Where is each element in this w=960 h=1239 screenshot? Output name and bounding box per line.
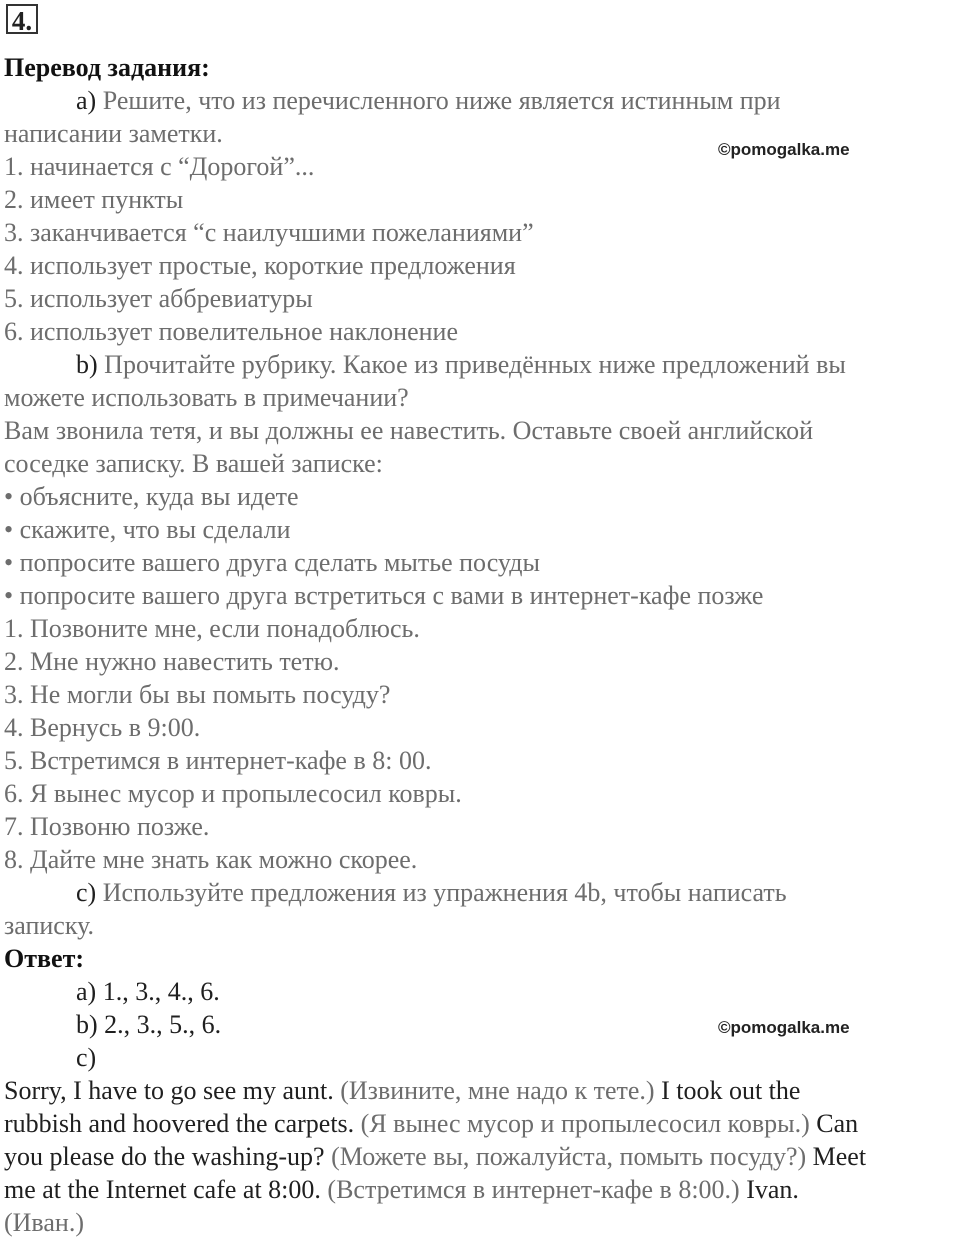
- part-b-item: 3. Не могли бы вы помыть посуду?: [4, 680, 391, 709]
- answer-b: b) 2., 3., 5., 6.: [76, 1010, 222, 1039]
- part-c-text2: записку.: [4, 911, 94, 940]
- part-b-item: 8. Дайте мне знать как можно скорее.: [4, 845, 418, 874]
- part-a-text2: написании заметки.: [4, 119, 223, 148]
- answer-text-line: [4, 1140, 866, 1173]
- part-a-label: a): [76, 86, 97, 115]
- part-b-bullet: • попросите вашего друга сделать мытье посуды: [4, 548, 540, 577]
- answer-english: I took out the: [654, 1076, 801, 1105]
- part-a-item: 6. использует повелительное наклонение: [4, 317, 458, 346]
- part-b-text2: можете использовать в примечании?: [4, 383, 409, 412]
- answer-heading: Ответ:: [4, 944, 85, 973]
- part-a-intro: [76, 84, 781, 117]
- part-c-label: c): [76, 878, 97, 907]
- answer-russian: (Я вынес мусор и пропылесосил ковры.): [354, 1109, 810, 1138]
- answer-c: c): [76, 1043, 97, 1072]
- part-b-item: 4. Вернусь в 9:00.: [4, 713, 201, 742]
- part-c-intro: [76, 876, 787, 909]
- answer-english: me at the Internet cafe at 8:00.: [4, 1175, 321, 1204]
- answer-english: rubbish and hoovered the carpets.: [4, 1109, 355, 1138]
- part-b-bullet: • объясните, куда вы идете: [4, 482, 299, 511]
- part-b-intro: [76, 348, 846, 381]
- part-a-text1: Решите, что из перечисленного ниже является истинным при: [102, 86, 781, 115]
- answer-russian: (Извините, мне надо к тете.): [333, 1076, 655, 1105]
- answer-text-line: [4, 1107, 858, 1140]
- part-c-text1: Используйте предложения из упражнения 4b, чтобы написать: [102, 878, 787, 907]
- part-b-label: b): [76, 350, 98, 379]
- answer-text-line: [4, 1173, 799, 1206]
- translation-heading: Перевод задания:: [4, 53, 210, 82]
- answer-english: Ivan.: [739, 1175, 799, 1204]
- part-b-item: 2. Мне нужно навестить тетю.: [4, 647, 340, 676]
- part-b-item: 1. Позвоните мне, если понадоблюсь.: [4, 614, 420, 643]
- part-b-text1: Прочитайте рубрику. Какое из приведённых ниже предложений вы: [104, 350, 846, 379]
- part-a-item: 4. использует простые, короткие предложения: [4, 251, 516, 280]
- answer-english: you please do the washing-up?: [4, 1142, 325, 1171]
- answer-english: Can: [809, 1109, 859, 1138]
- answer-russian: (Иван.): [4, 1208, 84, 1237]
- part-b-item: 7. Позвоню позже.: [4, 812, 210, 841]
- part-b-bullet: • скажите, что вы сделали: [4, 515, 291, 544]
- answer-russian: (Встретимся в интернет-кафе в 8:00.): [320, 1175, 740, 1204]
- answer-english: Sorry, I have to go see my aunt.: [4, 1076, 334, 1105]
- part-a-item: 5. использует аббревиатуры: [4, 284, 313, 313]
- part-a-item: 2. имеет пункты: [4, 185, 184, 214]
- answer-text-line: [4, 1206, 84, 1239]
- watermark: ©pomogalka.me: [718, 140, 850, 159]
- part-a-item: 1. начинается с “Дорогой”...: [4, 152, 315, 181]
- part-b-item: 5. Встретимся в интернет-кафе в 8: 00.: [4, 746, 432, 775]
- part-a-item: 3. заканчивается “с наилучшими пожеланиями”: [4, 218, 534, 247]
- task-number: 4.: [6, 4, 38, 34]
- part-b-rubric1: Вам звонила тетя, и вы должны ее навестить. Оставьте своей английской: [4, 416, 814, 445]
- watermark: ©pomogalka.me: [718, 1018, 850, 1037]
- answer-english: Meet: [806, 1142, 867, 1171]
- answer-text-line: [4, 1074, 800, 1107]
- part-b-item: 6. Я вынес мусор и пропылесосил ковры.: [4, 779, 462, 808]
- part-b-bullet: • попросите вашего друга встретиться с вами в интернет-кафе позже: [4, 581, 764, 610]
- answer-a: a) 1., 3., 4., 6.: [76, 977, 220, 1006]
- part-b-rubric2: соседке записку. В вашей записке:: [4, 449, 383, 478]
- answer-russian: (Можете вы, пожалуйста, помыть посуду?): [324, 1142, 807, 1171]
